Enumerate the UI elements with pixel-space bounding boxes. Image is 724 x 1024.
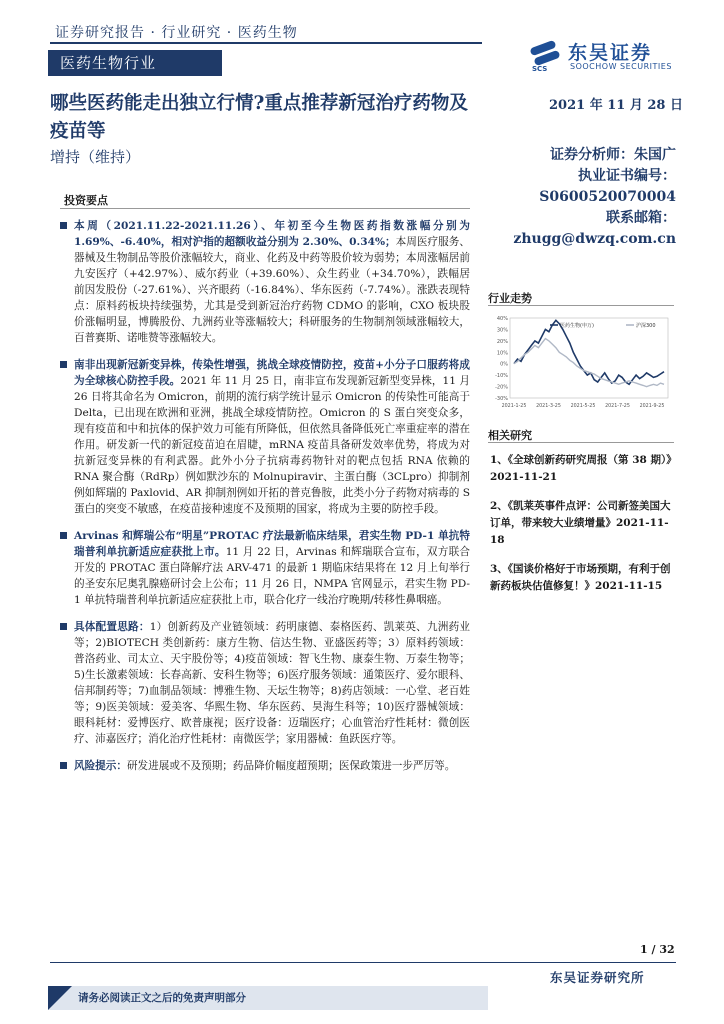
y-tick-label: 0% [500,361,508,368]
bullet-square-icon [60,762,67,769]
bullet-lead: Arvinas 和辉瑞公布“明星”PROTAC 疗法最新临床结果，君实生物 PD-1 单抗特瑞普利单抗新适应症获批上市。 [74,530,470,558]
sector-banner: 医药生物行业 [48,50,222,76]
bullet-square-icon [60,532,67,539]
cert-label: 执业证书编号： [578,168,676,184]
disclaimer-triangle [48,986,72,1010]
related-list [490,452,676,607]
investment-heading: 投资要点 [64,194,108,207]
footer-org: 东吴证券研究所 [550,970,645,985]
cert-number: S0600520070004 [539,189,676,205]
related-item[interactable]: 2、《凯莱英事件点评：公司新签美国大订单，带来较大业绩增量》2021-11-18 [490,500,671,546]
y-tick-label: 10% [496,350,508,357]
x-tick-label: 2021-9-25 [639,404,665,409]
report-date: 2021 年 11 月 28 日 [549,98,683,113]
bullet-body: 11 月 22 日，Arvinas 和辉瑞联合宣布，双方联合开发的 PROTAC 蛋白降解疗法 ARV-471 的最新 1 期临床结果将在 12 月上旬举行的圣安东尼奥乳腺癌研讨会上公布；11 月 26 日，NMPA 官网显示，君实生物 PD-1 单抗特瑞普利单抗新适应症获批上市，联合化疗一线治疗晚期/转移性鼻咽癌。 [74,546,471,606]
y-tick-label: -30% [495,396,508,402]
bullet-body: 2021 年 11 月 25 日，南非宣布发现新冠新型变异株，11 月 26 日将其命名为 Omicron，前期的流行病学统计显示 Omicron 的传染性可能高于 Delta，已出现在欧洲和亚洲，挑战全球疫情防控。Omicron 的 S 蛋白突变众多，现有疫苗和中和抗体的保护效力可能有所降低，但依然具备降低死亡率重症率的潜在作用。研发新一代的新冠疫苗迫在眉睫，mRNA 疫苗具备研发效率优势，将成为对抗新冠变异株的有利武器。此外小分子抗病毒药物针对的靶点包括 RNA 依赖的 RNA 聚合酶（RdRp）例如默沙东的 Molnupiravir、主蛋白酶（3CLpro）抑制剂例如辉瑞的 Paxlovid、AR 抑制剂例如开拓的普克鲁胺，此类小分子药物对病毒的 S 蛋白的突变不敏感，在疫苗接种速度不及预期的国家，将成为主要的防控手段。 [74,375,470,515]
related-item[interactable]: 3、《国谈价格好于市场预期，有利于创新药板块估值修复！》2021-11-15 [490,563,671,592]
bullet-square-icon [60,361,67,368]
y-tick-label: -10% [495,373,508,380]
y-tick-label: 20% [496,338,508,345]
trend-divider [488,305,674,306]
analyst-email[interactable]: zhugg@dwzq.com.cn [513,231,676,247]
footer-divider [50,962,676,963]
bullet-lead: 南非出现新冠新变异株，传染性增强，挑战全球疫情防控，疫苗+小分子口服药将成为全球核心防控手段。 [74,359,470,387]
x-tick-label: 2021-1-25 [501,404,527,409]
industry-trend-chart [488,310,674,415]
bullet-lead: 具体配置思路： [74,621,150,633]
analyst-block [486,145,676,250]
logo-cn: 东吴证券 [568,42,653,64]
y-tick-label: 30% [496,327,508,334]
trend-heading: 行业走势 [488,292,532,305]
bullet-risk [60,758,470,774]
legend-label: 沪深300 [636,323,656,329]
rating: 增持（维持） [50,148,141,166]
x-tick-label: 2021-7-25 [605,404,630,409]
logo-mark-icon [528,38,562,72]
related-divider [488,442,674,443]
analyst-name: 证券分析师：朱国广 [550,147,676,163]
bullet-lead: 本周（2021.11.22-2021.11.26）、年初至今生物医药指数涨幅分别为 1.69%、-6.40%，相对沪指的超额收益分别为 2.30%、0.34%； [74,220,470,248]
related-item[interactable]: 1、《全球创新药研究周报（第 38 期）》2021-11-21 [490,454,672,483]
series-line [514,320,664,384]
x-tick-label: 2021-3-25 [536,404,561,409]
soochow-logo [528,36,678,76]
bullet-lead: 风险提示： [74,760,127,772]
bullet-square-icon [60,222,67,229]
bullet-omicron [60,357,470,517]
logo-en: SOOCHOW SECURITIES [570,62,672,71]
investment-divider [60,208,470,209]
investment-bullets [60,218,470,785]
header-divider [50,42,482,44]
page-number: 1 / 32 [640,943,675,956]
bullet-weekly [60,218,470,346]
y-tick-label: -20% [495,384,508,391]
email-label: 联系邮箱： [606,210,676,226]
category-path: 证券研究报告 · 行业研究 · 医药生物 [55,25,298,41]
report-title: 哪些医药能走出独立行情?重点推荐新冠治疗药物及疫苗等 [50,93,468,142]
y-tick-label: 40% [496,316,508,322]
x-tick-label: 2021-5-25 [570,404,596,409]
bullet-body: 1）创新药及产业链领域：药明康德、泰格医药、凯莱英、九洲药业等；2)BIOTECH 类创新药：康方生物、信达生物、亚盛医药等；3）原料药领域：普洛药业、司太立、天宇股份等；4)疫苗领域：智飞生物、康泰生物、万泰生物等；5)生长激素领域：长春高新、安科生物等；6)医疗服务领域：通策医疗、爱尔眼科、信邦制药等；7)血制品领域：博雅生物、天坛生物等；8)药店领域：一心堂、老百姓等；9)医美领域：爱美客、华熙生物、华东医药、昊海生科等；10)医疗器械领域：眼科耗材：爱博医疗、欧普康视；医疗设备：迈瑞医疗；心血管治疗性耗材：微创医疗、沛嘉医疗；消化治疗性耗材：南微医学；家用器械：鱼跃医疗等。 [74,621,470,745]
bullet-body: 本周医疗服务、器械及生物制品等股价涨幅较大，商业、化药及中药等股价较为弱势；本周涨幅居前九安医疗（+42.97%）、威尔药业（+39.60%）、众生药业（+34.70%），跌幅居前因发股份（-27.61%）、兴齐眼药（-16.84%）、华东医药（-7.74%）。涨跌表现特点：原料药板块持续强势，尤其是受到新冠治疗药物 CDMO 的影响，CXO 板块股价涨幅明显，博腾股份、九洲药业等涨幅较大；科研服务的生物制剂领域涨幅较大，百普赛斯、诺唯赞等涨幅较大。 [74,236,471,344]
disclaimer-banner: 请务必阅读正文之后的免责声明部分 [48,986,488,1010]
bullet-protac [60,528,470,608]
legend-label: 医药生物(申万) [560,323,594,329]
related-heading: 相关研究 [488,429,532,442]
bullet-allocation [60,619,470,747]
bullet-square-icon [60,623,67,630]
series-line [514,339,664,387]
bullet-body: 研发进展或不及预期；药品降价幅度超预期；医保政策进一步严厉等。 [126,760,456,772]
logo-mark-text: SCS [532,65,548,72]
